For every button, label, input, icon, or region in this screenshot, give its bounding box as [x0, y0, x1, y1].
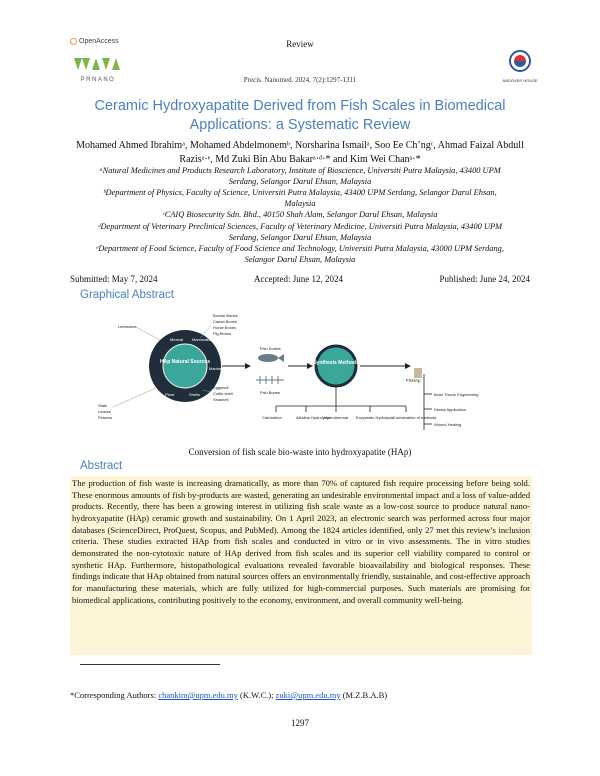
- accepted-date: Accepted: June 12, 2024: [254, 274, 343, 284]
- sources-center-label: HAp Natural Sources: [159, 359, 211, 365]
- ring-label-mammalian: Mammalian: [192, 337, 213, 342]
- article-title: Ceramic Hydroxyapatite Derived from Fish Scales in Biomedical Applications: a Systematic Review: [94, 98, 506, 133]
- ring-label-plant: Plant: [165, 392, 175, 397]
- method-hydrothermal: Hydrothermal: [324, 415, 349, 420]
- published-date: Published: June 24, 2024: [439, 274, 530, 284]
- affiliation-b: ᵇDepartment of Physics, Faculty of Science, Universiti Putra Malaysia, 43400 UPM Serdang, Selangor Darul Ehsan, Malaysia: [103, 188, 497, 208]
- label-horse-bones: Horse Bones: [213, 325, 237, 330]
- fish-bones-icon: [256, 376, 284, 384]
- method-alkaline-hydrolysis: Alkaline Hydrolysis: [296, 415, 330, 420]
- andover-house-logo: [502, 44, 538, 86]
- label-limestone: Limestone: [118, 324, 137, 329]
- label-stalk: Stalk: [98, 403, 107, 408]
- label-bovine-bones: Bovine Bones: [213, 313, 238, 318]
- synthesis-methods-label: Synthesis Methods: [313, 360, 359, 366]
- email1-suffix: (K.W.C.);: [237, 690, 276, 700]
- submitted-date: Submitted: May 7, 2024: [70, 274, 158, 284]
- article-type-label: Review: [286, 39, 314, 49]
- graphical-abstract-figure: [88, 312, 518, 442]
- method-combination: Combination of methods: [393, 415, 437, 420]
- open-access-label: OpenAccess: [79, 38, 119, 45]
- email-link-zuki[interactable]: zuki@upm.edu.my: [275, 690, 341, 700]
- fshap-vial-icon: [414, 368, 422, 378]
- label-seashell: Seashell: [213, 397, 229, 402]
- label-fshap: FSHAp: [406, 378, 421, 383]
- prnano-logo-text: PRNANO: [80, 77, 116, 83]
- affiliation-a: ᵃNatural Medicines and Products Research Laboratory, Institute of Bioscience, Universiti Putra Malaysia, 43400 UPM Serdang, Selangor Darul Ehsan, Malaysia: [99, 166, 501, 186]
- method-enzymatic-hydrolysis: Enzymatic Hydrolysis: [356, 415, 395, 420]
- app-bone-tissue: Bone Tissue Engineering: [434, 392, 479, 397]
- synthesis-methods-circle: [316, 346, 356, 386]
- label-eggshell: Eggshell: [213, 385, 229, 390]
- corresponding-prefix: *Corresponding Authors:: [70, 690, 159, 700]
- label-flowers: Flowers: [98, 415, 113, 420]
- publication-dates: [70, 274, 530, 284]
- graphical-abstract-heading: Graphical Abstract: [80, 289, 174, 301]
- page-number: 1297: [291, 718, 309, 728]
- ring-label-mineral: Mineral: [170, 337, 184, 342]
- affiliation-e: ᵉDepartment of Food Science, Faculty of Food Science and Technology, Universiti Putra Malaysia, 43000 UPM Serdang, Selangor Darul Ehsan, Malaysia: [96, 244, 504, 264]
- affiliations: [90, 166, 510, 266]
- abstract-text: The production of fish waste is increasing dramatically, as more than 70% of captured fish require processing before being sold. These enormous amounts of fish by-products are wasted, generating an undesirable environmental impact and a loss of value-added products. Recently, there has been a growing interest in utilizing fish scale waste as a low-cost source to produce natural nano-hydroxyapatite (HAp) ceramic growth and sustainability. On 1 April 2023, an electronic search was performed across four major databases (ScienceDirect, ProQuest, Scopus, and PubMed). Among the 1824 articles identified, only 27 met this review’s inclusion criteria. These studies extracted HAp from fish scales and conducted in vitro or in vivo assessments. The in vitro studies demonstrated the non-cytotoxic nature of HAp derived from fish scales and its superior cell viability compared to control or synthetic HAp. Furthermore, histopathological evaluations revealed favorable bioavailability and biological responses. These findings indicate that HAp obtained from natural sources offers an environmentally friendly, sustainable, and cost-effective approach for manufacturing these materials, which are fully utilized for high-commercial purposes. Such materials are promising for biomedical applications, contributing positively to the economy, environment, and overall community well-being.: [70, 476, 532, 655]
- method-calcination: Calcination: [262, 415, 282, 420]
- label-camel-bones: Camel Bones: [213, 319, 238, 324]
- andover-house-logo-text: ANDOVER HOUSE: [502, 78, 538, 83]
- label-cuttle-shell: Cuttle shell: [213, 391, 233, 396]
- fish-scales-icon: [258, 354, 278, 362]
- author-list: Mohamed Ahmed Ibrahimᵃ, Mohamed Abdelmonemᵇ, Norsharina Ismailᵃ, Soo Ee Ch’ngᶜ, Ahmad Faizal Abdull Razisᵃ·ᵉ, Md Zuki Bin Abu Bakarᵃ·ᵈ·* and Kim Wei Chanᵃ·*: [76, 140, 524, 165]
- label-fish-scales: Fish Scales: [260, 346, 281, 351]
- label-pig-bones: Pig Bones: [213, 331, 232, 336]
- corresponding-authors: [70, 690, 387, 700]
- abstract-heading: Abstract: [80, 460, 123, 472]
- label-fish-bones: Fish Bones: [260, 390, 281, 395]
- email-link-chankim[interactable]: chankim@upm.edu.my: [158, 690, 238, 700]
- footnote-divider: [80, 664, 220, 665]
- ring-label-shells: Shells: [189, 392, 200, 397]
- ring-label-marine: Marine: [209, 366, 222, 371]
- email2-suffix: (M.Z.B.A.B): [340, 690, 388, 700]
- affiliation-c: ᶜCAIQ Biosecurity Sdn. Bhd., 40150 Shah Alam, Selangor Darul Ehsan, Malaysia: [162, 210, 438, 220]
- affiliation-d: ᵈDepartment of Veterinary Preclinical Sciences, Faculty of Veterinary Medicine, Universiti Putra Malaysia, 43400 UPM Serdang, Selangor Darul Ehsan, Malaysia: [97, 221, 503, 242]
- journal-reference: Precis. Nanomed. 2024, 7(2):1297-1311: [243, 76, 357, 84]
- sources-center-circle: [163, 344, 207, 388]
- label-leaves: Leaves: [98, 409, 111, 414]
- graphical-abstract-caption: Conversion of fish scale bio-waste into hydroxyapatite (HAp): [188, 447, 412, 457]
- app-dental: Dental Application: [434, 407, 467, 412]
- app-wound-healing: Wound Healing: [434, 422, 462, 427]
